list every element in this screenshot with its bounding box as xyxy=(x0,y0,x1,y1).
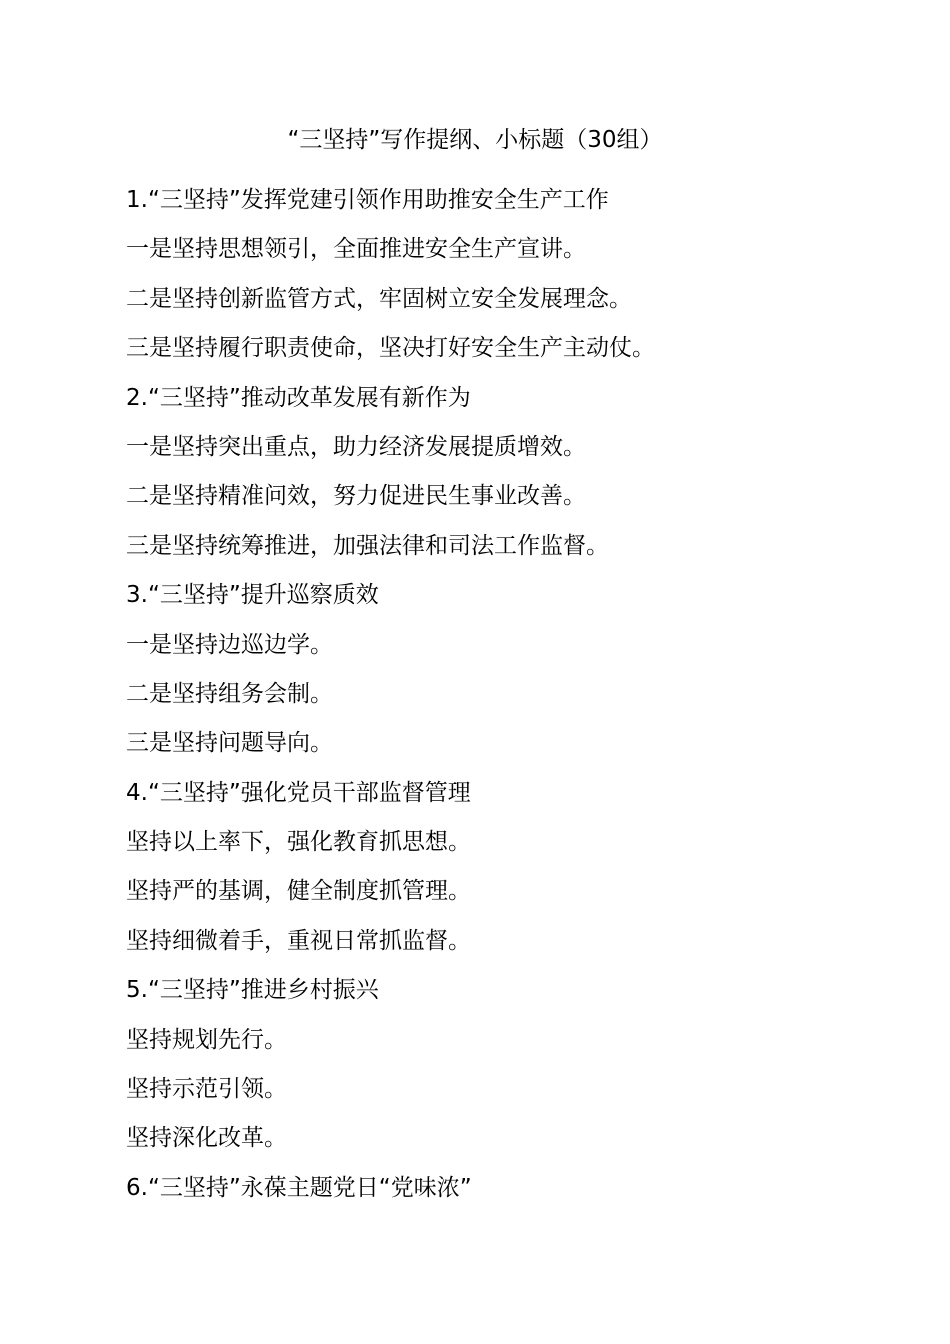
paragraph: 三是坚持统筹推进，加强法律和司法工作监督。 xyxy=(126,532,609,559)
heading-3: 3.“三坚持”提升巡察质效 xyxy=(126,582,379,609)
heading-6: 6.“三坚持”永葆主题党日“党味浓” xyxy=(126,1174,472,1201)
heading-2: 2.“三坚持”推动改革发展有新作为 xyxy=(126,384,471,411)
paragraph: 三是坚持履行职责使命，坚决打好安全生产主动仗。 xyxy=(126,335,655,362)
paragraph: 二是坚持精准问效，努力促进民生事业改善。 xyxy=(126,483,586,510)
paragraph: 一是坚持边巡边学。 xyxy=(126,631,333,658)
document-title: “三坚持”写作提纲、小标题（30组） xyxy=(287,127,663,153)
paragraph: 坚持示范引领。 xyxy=(126,1076,287,1103)
heading-1: 1.“三坚持”发挥党建引领作用助推安全生产工作 xyxy=(126,187,609,213)
paragraph: 坚持严的基调，健全制度抓管理。 xyxy=(126,878,471,905)
document-body xyxy=(126,183,886,1220)
paragraph: 二是坚持组务会制。 xyxy=(126,680,333,707)
paragraph: 坚持规划先行。 xyxy=(126,1026,287,1053)
heading-5: 5.“三坚持”推进乡村振兴 xyxy=(126,977,379,1004)
heading-4: 4.“三坚持”强化党员干部监督管理 xyxy=(126,779,471,806)
paragraph: 一是坚持思想领引，全面推进安全生产宣讲。 xyxy=(126,236,586,263)
paragraph: 坚持细微着手，重视日常抓监督。 xyxy=(126,927,471,954)
paragraph: 坚持以上率下，强化教育抓思想。 xyxy=(126,829,471,856)
paragraph: 三是坚持问题导向。 xyxy=(126,730,333,757)
paragraph: 二是坚持创新监管方式，牢固树立安全发展理念。 xyxy=(126,285,632,312)
paragraph: 坚持深化改革。 xyxy=(126,1125,287,1152)
paragraph: 一是坚持突出重点，助力经济发展提质增效。 xyxy=(126,433,586,460)
